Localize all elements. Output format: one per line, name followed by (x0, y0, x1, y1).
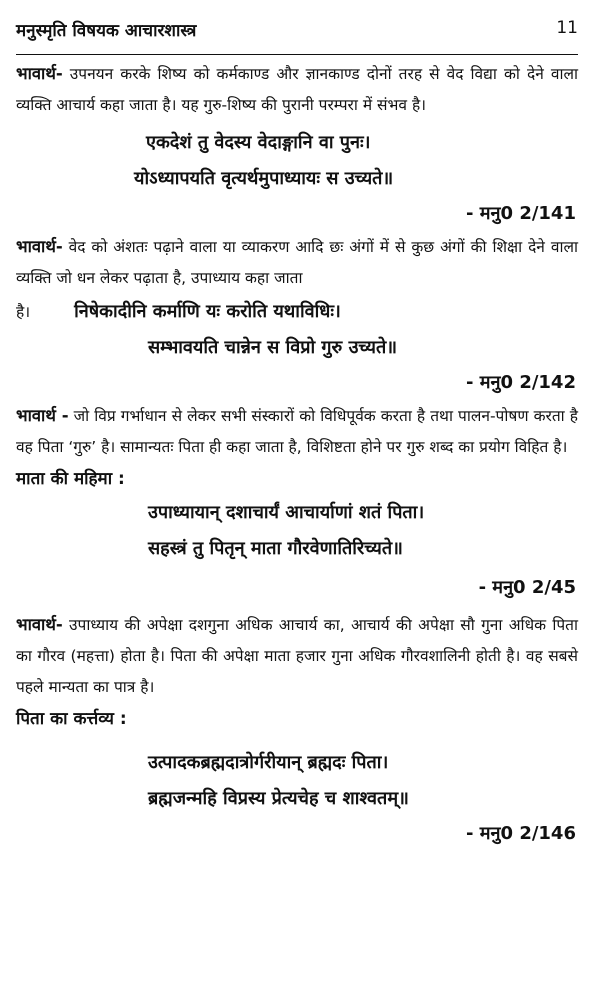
paragraph-1 (16, 58, 578, 121)
verse-1-reference: - मनु0 2/141 (466, 203, 576, 224)
paragraph-2 (16, 231, 578, 294)
page-number: 11 (556, 18, 578, 38)
paragraph-lead: भावार्थ - (16, 406, 69, 425)
paragraph-text: उपाध्याय की अपेक्षा दशगुना अधिक आचार्य का, आचार्य की अपेक्षा सौ गुना अधिक पिता का गौरव (महत्ता) होता है। पिता की अपेक्षा माता हजार गुना अधिक गौरवशालिनी होती है। वह सबसे पहले मान्यता का पात्र है। (16, 616, 578, 696)
verse-2-line-2: सम्भावयति चान्नेन स विप्रो गुरु उच्यते॥ (148, 337, 398, 358)
verse-4-line-2: ब्रह्मजन्महि विप्रस्य प्रेत्यचेह च शाश्वतम्॥ (148, 788, 409, 809)
verse-2-line-1: निषेकादीनि कर्माणि यः करोति यथाविधिः। (74, 301, 341, 322)
verse-2-reference: - मनु0 2/142 (466, 372, 576, 393)
paragraph-2-tail: है। (16, 303, 31, 321)
paragraph-lead: भावार्थ- (16, 615, 63, 634)
page-header (16, 6, 578, 55)
section-heading-mother: माता की महिमा : (16, 469, 125, 489)
running-title: मनुस्मृति विषयक आचारशास्त्र (16, 21, 197, 41)
page-body (16, 58, 578, 851)
verse-4-line-1: उत्पादकब्रह्मदात्रोर्गरीयान् ब्रह्मदः पिता। (148, 752, 389, 773)
verse-3-line-2: सहस्त्रं तु पितृन् माता गौरवेणातिरिच्यते॥ (148, 538, 403, 559)
paragraph-3 (16, 400, 578, 463)
paragraph-text: वेद को अंशतः पढ़ाने वाला या व्याकरण आदि छः अंगों में से कुछ अंगों की शिक्षा देने वाला व्यक्ति जो धन लेकर पढ़ाता है, उपाध्याय कहा जाता (16, 238, 578, 287)
paragraph-lead: भावार्थ- (16, 237, 63, 256)
paragraph-lead: भावार्थ- (16, 64, 63, 83)
verse-3-reference: - मनु0 2/45 (478, 577, 576, 598)
verse-1-line-2: योऽध्यापयति वृत्यर्थमुपाध्यायः स उच्यते॥ (134, 168, 394, 189)
paragraph-2-tail-row (16, 294, 578, 330)
verse-1-line-1: एकदेशं तु वेदस्य वेदाङ्गानि वा पुनः। (146, 132, 371, 153)
paragraph-4 (16, 609, 578, 703)
verse-4-reference: - मनु0 2/146 (466, 823, 576, 844)
paragraph-text: जो विप्र गर्भाधान से लेकर सभी संस्कारों को विधिपूर्वक करता है तथा पालन-पोषण करता है वह पिता ‘गुरु’ है। सामान्यतः पिता ही कहा जाता है, विशिष्टता होने पर गुरु शब्द का प्रयोग विहित है। (16, 407, 578, 456)
verse-3-line-1: उपाध्यायान् दशाचार्यं आचार्याणां शतं पिता। (148, 502, 425, 523)
paragraph-text: उपनयन करके शिष्य को कर्मकाण्ड और ज्ञानकाण्ड दोनों तरह से वेद विद्या को देने वाला व्यक्ति आचार्य कहा जाता है। यह गुरु-शिष्य की पुरानी परम्परा में संभव है। (16, 65, 578, 114)
section-heading-father: पिता का कर्त्तव्य : (16, 709, 127, 729)
